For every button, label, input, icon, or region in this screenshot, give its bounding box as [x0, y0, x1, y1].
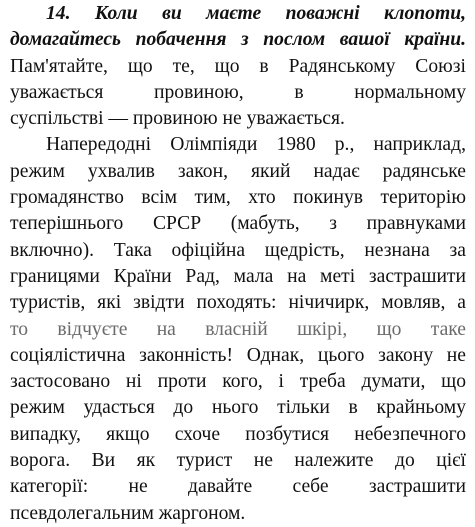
heading-line: 14. Коли ви маєте поважні клопоти,	[46, 3, 466, 24]
paragraph-line: псевдолегальним жаргоном.	[10, 502, 246, 524]
paragraph-line: ворога. Ви як турист не належите до цієї	[10, 450, 466, 472]
paragraph-line: Напередодні Олімпіяди 1980 р., наприклад,	[46, 134, 466, 156]
paragraph-2	[10, 132, 466, 526]
paragraph-line: уважається провиною, в нормальному	[10, 81, 466, 103]
paragraph-line: включно). Така офіційна щедрість, незнана за	[10, 239, 466, 261]
heading-line: домагайтесь побачення з послом вашої країни.	[10, 29, 466, 51]
paragraph-line: Пам'ятайте, що те, що в Радянському Союзі	[10, 55, 466, 77]
paragraph-line: границями Країни Рад, мала на меті застрашити	[10, 265, 466, 287]
paragraph-line: теперішнього СРСР (мабуть, з правнуками	[10, 213, 466, 235]
section-heading	[10, 1, 466, 54]
paragraph-line: то відчуєте на власній шкірі, що таке	[10, 318, 466, 340]
paragraph-line: соціялістична законність! Однак, цього закону не	[10, 344, 466, 366]
paragraph-line: суспільстві — провиною не уважається.	[10, 108, 345, 130]
paragraph-line: категорії: не давайте себе застрашити	[10, 476, 466, 498]
paragraph-line: випадку, якщо схоче позбутися небезпечного	[10, 423, 466, 445]
paragraph-line: застосовано ні проти кого, і треба думати, що	[10, 371, 466, 393]
paragraph-1	[10, 54, 466, 133]
paragraph-line: режим удасться до нього тільки в крайньому	[10, 397, 466, 419]
paragraph-line: туристів, які звідти походять: нічичирк, мовляв, а	[10, 292, 466, 314]
paragraph-line: режим ухвалив закон, який надає радянське	[10, 160, 466, 182]
paragraph-line: громадянство всім тим, хто покинув територію	[10, 187, 466, 209]
